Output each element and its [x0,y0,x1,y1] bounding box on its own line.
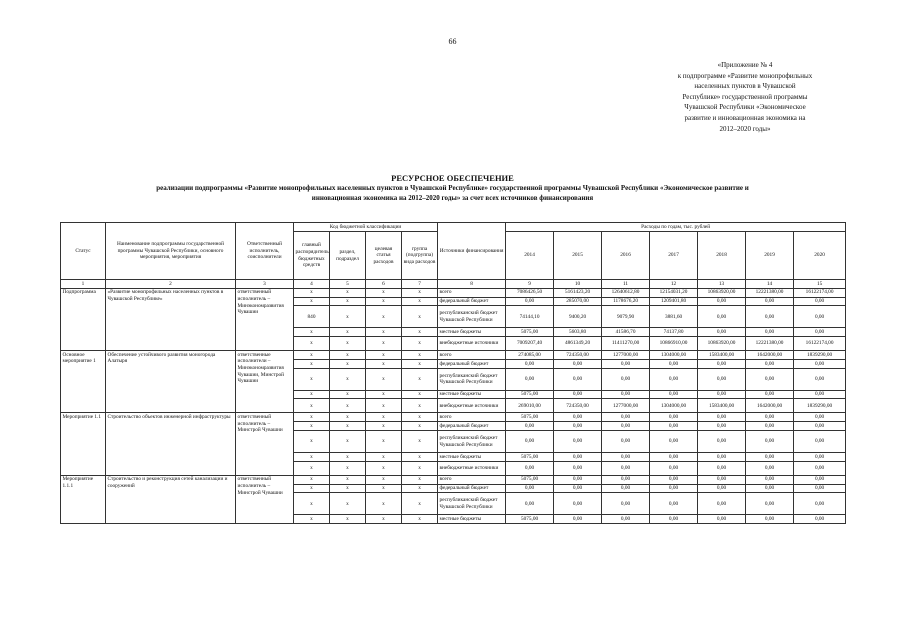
budget-code-cell: x [366,484,402,493]
budget-code-cell: x [330,461,366,475]
budget-code-cell: x [330,288,366,297]
budget-code-cell: x [330,422,366,431]
expense-value-cell: 1304000,00 [650,399,698,413]
funding-source-cell: местные бюджеты [438,453,506,462]
appendix-line: Республике» государственной программы [682,92,808,101]
expense-value-cell: 0,00 [506,493,554,515]
expense-value-cell: 0,00 [554,461,602,475]
expense-value-cell: 0,00 [602,422,650,431]
budget-code-cell: x [294,422,330,431]
budget-code-cell: x [294,453,330,462]
expense-value-cell: 0,00 [794,368,846,390]
budget-code-cell: x [366,461,402,475]
header-status: Статус [61,223,106,280]
expense-value-cell: 1839290,00 [794,399,846,413]
row-status: Мероприятие 1.1 [61,413,106,475]
expense-value-cell: 0,00 [794,431,846,453]
expense-value-cell: 11411270,00 [602,337,650,351]
row-executor: ответственный исполнитель – Минстрой Чувашии [236,413,294,475]
budget-code-cell: x [402,475,438,484]
header-year: 2017 [650,232,698,280]
row-name: Обеспечение устойчивого развития моногорода Алатыря [106,351,236,413]
expense-value-cell: 0,00 [698,359,746,368]
expense-value-cell: 0,00 [746,461,794,475]
expense-value-cell: 0,00 [506,359,554,368]
funding-source-cell: федеральный бюджет [438,422,506,431]
resource-table [60,222,846,524]
budget-code-cell: x [294,288,330,297]
expense-value-cell: 0,00 [746,359,794,368]
budget-code-cell: x [294,328,330,337]
expense-value-cell: 9400,20 [554,306,602,328]
appendix-line: развитие и инновационная экономика на [684,113,806,122]
expense-value-cell: 5075,00 [506,413,554,422]
expense-value-cell: 1178676,20 [602,297,650,306]
expense-value-cell: 1277000,00 [602,351,650,360]
budget-code-cell: x [402,484,438,493]
column-number: 15 [794,280,846,289]
budget-code-cell: x [366,515,402,524]
expense-value-cell: 0,00 [602,515,650,524]
budget-code-cell: x [330,337,366,351]
expense-value-cell: 0,00 [554,493,602,515]
budget-code-cell: x [330,399,366,413]
expense-value-cell: 0,00 [650,453,698,462]
row-status: Мероприятие 1.1.1 [61,475,106,523]
expense-value-cell: 7009207,40 [506,337,554,351]
document-title: РЕСУРСНОЕ ОБЕСПЕЧЕНИЕ [391,173,514,183]
header-year: 2020 [794,232,846,280]
expense-value-cell: 10863920,00 [698,337,746,351]
budget-code-cell: 840 [294,306,330,328]
expense-value-cell: 0,00 [554,413,602,422]
expense-value-cell: 0,00 [554,484,602,493]
row-name: Строительство объектов инженерной инфраструктуры [106,413,236,475]
budget-code-cell: x [402,493,438,515]
budget-code-cell: x [366,368,402,390]
expense-value-cell: 0,00 [650,461,698,475]
expense-value-cell: 0,00 [650,359,698,368]
header-source: Источники финансирования [438,223,506,280]
column-number: 10 [554,280,602,289]
appendix-line: к подпрограмме «Развитие монопрофильных [677,71,813,80]
header-target: целевая статья расходов [366,232,402,280]
expense-value-cell: 0,00 [506,368,554,390]
expense-value-cell: 0,00 [746,297,794,306]
expense-value-cell: 0,00 [794,461,846,475]
column-number: 3 [236,280,294,289]
budget-code-cell: x [330,351,366,360]
expense-value-cell: 724350,00 [554,399,602,413]
expense-value-cell: 269010,00 [506,399,554,413]
expense-value-cell: 10863920,00 [698,288,746,297]
document-subtitle-line: инновационная экономика на 2012–2020 годы» за счет всех источников финансирования [311,193,594,202]
expense-value-cell: 0,00 [650,422,698,431]
expense-value-cell: 0,00 [602,461,650,475]
expense-value-cell: 0,00 [746,328,794,337]
expense-value-cell: 0,00 [698,475,746,484]
expense-value-cell: 4861349,20 [554,337,602,351]
budget-code-cell: x [402,306,438,328]
expense-value-cell: 0,00 [506,431,554,453]
budget-code-cell: x [366,413,402,422]
expense-value-cell: 12221380,00 [746,288,794,297]
expense-value-cell: 5075,00 [506,475,554,484]
expense-value-cell: 0,00 [554,453,602,462]
table-row [61,413,846,422]
expense-value-cell: 5603,80 [554,328,602,337]
expense-value-cell: 1209401,80 [650,297,698,306]
budget-code-cell: x [366,422,402,431]
budget-code-cell: x [294,399,330,413]
expense-value-cell: 0,00 [794,422,846,431]
expense-value-cell: 0,00 [650,475,698,484]
expense-value-cell: 0,00 [746,422,794,431]
row-name: «Развитие монопрофильных населенных пунктов в Чувашской Республике» [106,288,236,350]
budget-code-cell: x [294,390,330,399]
expense-value-cell: 0,00 [698,390,746,399]
budget-code-cell: x [366,475,402,484]
budget-code-cell: x [402,431,438,453]
expense-value-cell: 5075,00 [506,453,554,462]
row-executor: ответственные исполнители – Минэкономразвития Чувашии, Минстрой Чувашии [236,351,294,413]
page-number: 66 [448,37,457,46]
row-status: Основное мероприятие 1 [61,351,106,413]
budget-code-cell: x [330,493,366,515]
expense-value-cell: 1304000,00 [650,351,698,360]
expense-value-cell: 0,00 [794,413,846,422]
expense-value-cell: 1277000,00 [602,399,650,413]
expense-value-cell: 41586,70 [602,328,650,337]
budget-code-cell: x [366,359,402,368]
budget-code-cell: x [402,359,438,368]
budget-code-cell: x [402,328,438,337]
expense-value-cell: 12154031,20 [650,288,698,297]
column-number: 9 [506,280,554,289]
budget-code-cell: x [294,351,330,360]
funding-source-cell: внебюджетные источники [438,461,506,475]
expense-value-cell: 0,00 [602,368,650,390]
header-year: 2019 [746,232,794,280]
expense-value-cell: 0,00 [698,413,746,422]
budget-code-cell: x [402,351,438,360]
expense-value-cell: 12640612,80 [602,288,650,297]
appendix-line: «Приложение № 4 [717,61,773,69]
column-number: 2 [106,280,236,289]
expense-value-cell: 0,00 [554,390,602,399]
expense-value-cell: 0,00 [794,328,846,337]
appendix-line: населенных пунктов в Чувашской [694,82,796,91]
funding-source-cell: всего [438,413,506,422]
column-number: 7 [402,280,438,289]
expense-value-cell: 0,00 [746,431,794,453]
expense-value-cell: 16122174,00 [794,288,846,297]
budget-code-cell: x [294,359,330,368]
expense-value-cell: 0,00 [698,368,746,390]
budget-code-cell: x [366,493,402,515]
column-number: 8 [438,280,506,289]
row-executor: ответственный исполнитель – Минстрой Чувашии [236,475,294,523]
expense-value-cell: 0,00 [602,390,650,399]
expense-value-cell: 0,00 [794,453,846,462]
expense-value-cell: 0,00 [794,484,846,493]
funding-source-cell: внебюджетные источники [438,399,506,413]
header-year: 2016 [602,232,650,280]
expense-value-cell: 0,00 [554,359,602,368]
budget-code-cell: x [330,368,366,390]
budget-code-cell: x [402,297,438,306]
budget-code-cell: x [402,368,438,390]
expense-value-cell: 0,00 [698,431,746,453]
funding-source-cell: федеральный бюджет [438,297,506,306]
budget-code-cell: x [330,297,366,306]
budget-code-cell: x [330,359,366,368]
expense-value-cell: 0,00 [698,493,746,515]
expense-value-cell: 0,00 [602,475,650,484]
budget-code-cell: x [294,493,330,515]
row-executor: ответственный исполнитель – Минэкономразвития Чувашии [236,288,294,350]
expense-value-cell: 1583400,00 [698,351,746,360]
budget-code-cell: x [294,368,330,390]
expense-value-cell: 0,00 [554,475,602,484]
funding-source-cell: республиканский бюджет Чувашской Республики [438,493,506,515]
budget-code-cell: x [294,461,330,475]
budget-code-cell: x [366,351,402,360]
header-name: Наименование подпрограммы государственной программы Чувашской Республики, основного мероприятия, мероприятия [106,223,236,280]
expense-value-cell: 0,00 [794,306,846,328]
expense-value-cell: 0,00 [650,484,698,493]
expense-value-cell: 0,00 [650,431,698,453]
budget-code-cell: x [366,328,402,337]
expense-value-cell: 0,00 [602,431,650,453]
funding-source-cell: всего [438,351,506,360]
expense-value-cell: 0,00 [602,359,650,368]
expense-value-cell: 0,00 [794,493,846,515]
funding-source-cell: местные бюджеты [438,328,506,337]
expense-value-cell: 9079,90 [602,306,650,328]
budget-code-cell: x [402,399,438,413]
expense-value-cell: 0,00 [602,493,650,515]
expense-value-cell: 0,00 [698,328,746,337]
funding-source-cell: республиканский бюджет Чувашской Республики [438,368,506,390]
expense-value-cell: 0,00 [650,390,698,399]
funding-source-cell: республиканский бюджет Чувашской Республики [438,431,506,453]
column-number: 5 [330,280,366,289]
budget-code-cell: x [402,453,438,462]
budget-code-cell: x [330,413,366,422]
header-budget-code: Код бюджетной классификации [294,223,438,232]
appendix-note [655,60,835,134]
expense-value-cell: 74137,80 [650,328,698,337]
budget-code-cell: x [366,297,402,306]
header-expenses: Расходы по годам, тыс. рублей [506,223,846,232]
row-status: Подпрограмма [61,288,106,350]
funding-source-cell: всего [438,475,506,484]
funding-source-cell: федеральный бюджет [438,359,506,368]
budget-code-cell: x [330,390,366,399]
column-number: 4 [294,280,330,289]
expense-value-cell: 0,00 [650,368,698,390]
expense-value-cell: 0,00 [746,368,794,390]
column-number-row [61,280,846,289]
column-number: 12 [650,280,698,289]
expense-value-cell: 0,00 [794,475,846,484]
expense-value-cell: 0,00 [746,475,794,484]
expense-value-cell: 0,00 [698,515,746,524]
budget-code-cell: x [294,337,330,351]
expense-value-cell: 1839290,00 [794,351,846,360]
budget-code-cell: x [330,431,366,453]
header-group: группа (подгруппа) вида расходов [402,232,438,280]
expense-value-cell: 0,00 [794,515,846,524]
budget-code-cell: x [366,288,402,297]
expense-value-cell: 724350,00 [554,351,602,360]
funding-source-cell: федеральный бюджет [438,484,506,493]
expense-value-cell: 0,00 [554,515,602,524]
budget-code-cell: x [402,390,438,399]
expense-value-cell: 0,00 [746,306,794,328]
funding-source-cell: местные бюджеты [438,515,506,524]
expense-value-cell: 0,00 [698,422,746,431]
expense-value-cell: 16122174,00 [794,337,846,351]
expense-value-cell: 0,00 [794,359,846,368]
budget-code-cell: x [294,515,330,524]
funding-source-cell: всего [438,288,506,297]
expense-value-cell: 0,00 [602,484,650,493]
funding-source-cell: внебюджетные источники [438,337,506,351]
expense-value-cell: 0,00 [554,422,602,431]
table-row [61,475,846,484]
header-year: 2014 [506,232,554,280]
budget-code-cell: x [402,337,438,351]
expense-value-cell: 0,00 [746,484,794,493]
expense-value-cell: 0,00 [650,493,698,515]
budget-code-cell: x [294,413,330,422]
budget-code-cell: x [294,431,330,453]
expense-value-cell: 0,00 [554,431,602,453]
expense-value-cell: 285070,00 [554,297,602,306]
expense-value-cell: 0,00 [746,453,794,462]
expense-value-cell: 0,00 [506,484,554,493]
budget-code-cell: x [366,337,402,351]
table-row [61,351,846,360]
budget-code-cell: x [366,431,402,453]
expense-value-cell: 0,00 [746,515,794,524]
budget-code-cell: x [330,515,366,524]
column-number: 6 [366,280,402,289]
expense-value-cell: 5075,00 [506,328,554,337]
table-body [61,288,846,523]
budget-code-cell: x [330,453,366,462]
expense-value-cell: 0,00 [746,390,794,399]
budget-code-cell: x [366,453,402,462]
header-year: 2018 [698,232,746,280]
budget-code-cell: x [330,328,366,337]
appendix-line: 2012–2020 годы» [719,124,771,133]
budget-code-cell: x [366,306,402,328]
expense-value-cell: 5161423,20 [554,288,602,297]
expense-value-cell: 0,00 [602,453,650,462]
header-year: 2015 [554,232,602,280]
budget-code-cell: x [330,306,366,328]
document-title-block [60,173,845,203]
column-number: 1 [61,280,106,289]
budget-code-cell: x [402,461,438,475]
expense-value-cell: 12221380,00 [746,337,794,351]
expense-value-cell: 0,00 [698,306,746,328]
expense-value-cell: 0,00 [698,461,746,475]
expense-value-cell: 0,00 [650,515,698,524]
budget-code-cell: x [294,484,330,493]
expense-value-cell: 0,00 [698,484,746,493]
expense-value-cell: 1642000,00 [746,351,794,360]
expense-value-cell: 0,00 [698,297,746,306]
document-subtitle-line: реализации подпрограммы «Развитие монопрофильных населенных пунктов в Чувашской Республике» государственной программы Чувашской Республики «Экономическое развитие и [156,184,749,192]
budget-code-cell: x [366,399,402,413]
expense-value-cell: 0,00 [746,493,794,515]
table-row [61,288,846,297]
expense-value-cell: 74144,10 [506,306,554,328]
expense-value-cell: 0,00 [506,461,554,475]
expense-value-cell: 0,00 [650,413,698,422]
expense-value-cell: 3881,60 [650,306,698,328]
budget-code-cell: x [402,422,438,431]
expense-value-cell: 0,00 [554,368,602,390]
expense-value-cell: 5075,00 [506,515,554,524]
expense-value-cell: 10866910,00 [650,337,698,351]
header-section: раздел, подраздел [330,232,366,280]
funding-source-cell: местные бюджеты [438,390,506,399]
budget-code-cell: x [294,475,330,484]
expense-value-cell: 5075,00 [506,390,554,399]
budget-code-cell: x [366,390,402,399]
expense-value-cell: 7086426,50 [506,288,554,297]
expense-value-cell: 274085,00 [506,351,554,360]
row-name: Строительство и реконструкция сетей канализации и сооружений [106,475,236,523]
budget-code-cell: x [402,413,438,422]
expense-value-cell: 0,00 [602,413,650,422]
budget-code-cell: x [330,484,366,493]
expense-value-cell: 0,00 [794,390,846,399]
expense-value-cell: 1642000,00 [746,399,794,413]
column-number: 13 [698,280,746,289]
budget-code-cell: x [330,475,366,484]
budget-code-cell: x [294,297,330,306]
expense-value-cell: 0,00 [506,422,554,431]
header-grbs: главный распорядитель бюджетных средств [294,232,330,280]
appendix-line: Чувашской Республики «Экономическое [684,103,806,112]
expense-value-cell: 0,00 [746,413,794,422]
column-number: 14 [746,280,794,289]
header-executor: Ответственный исполнитель, соисполнители [236,223,294,280]
budget-code-cell: x [402,288,438,297]
column-number: 11 [602,280,650,289]
funding-source-cell: республиканский бюджет Чувашской Республики [438,306,506,328]
expense-value-cell: 0,00 [794,297,846,306]
expense-value-cell: 0,00 [506,297,554,306]
budget-code-cell: x [402,515,438,524]
expense-value-cell: 1583400,00 [698,399,746,413]
expense-value-cell: 0,00 [698,453,746,462]
